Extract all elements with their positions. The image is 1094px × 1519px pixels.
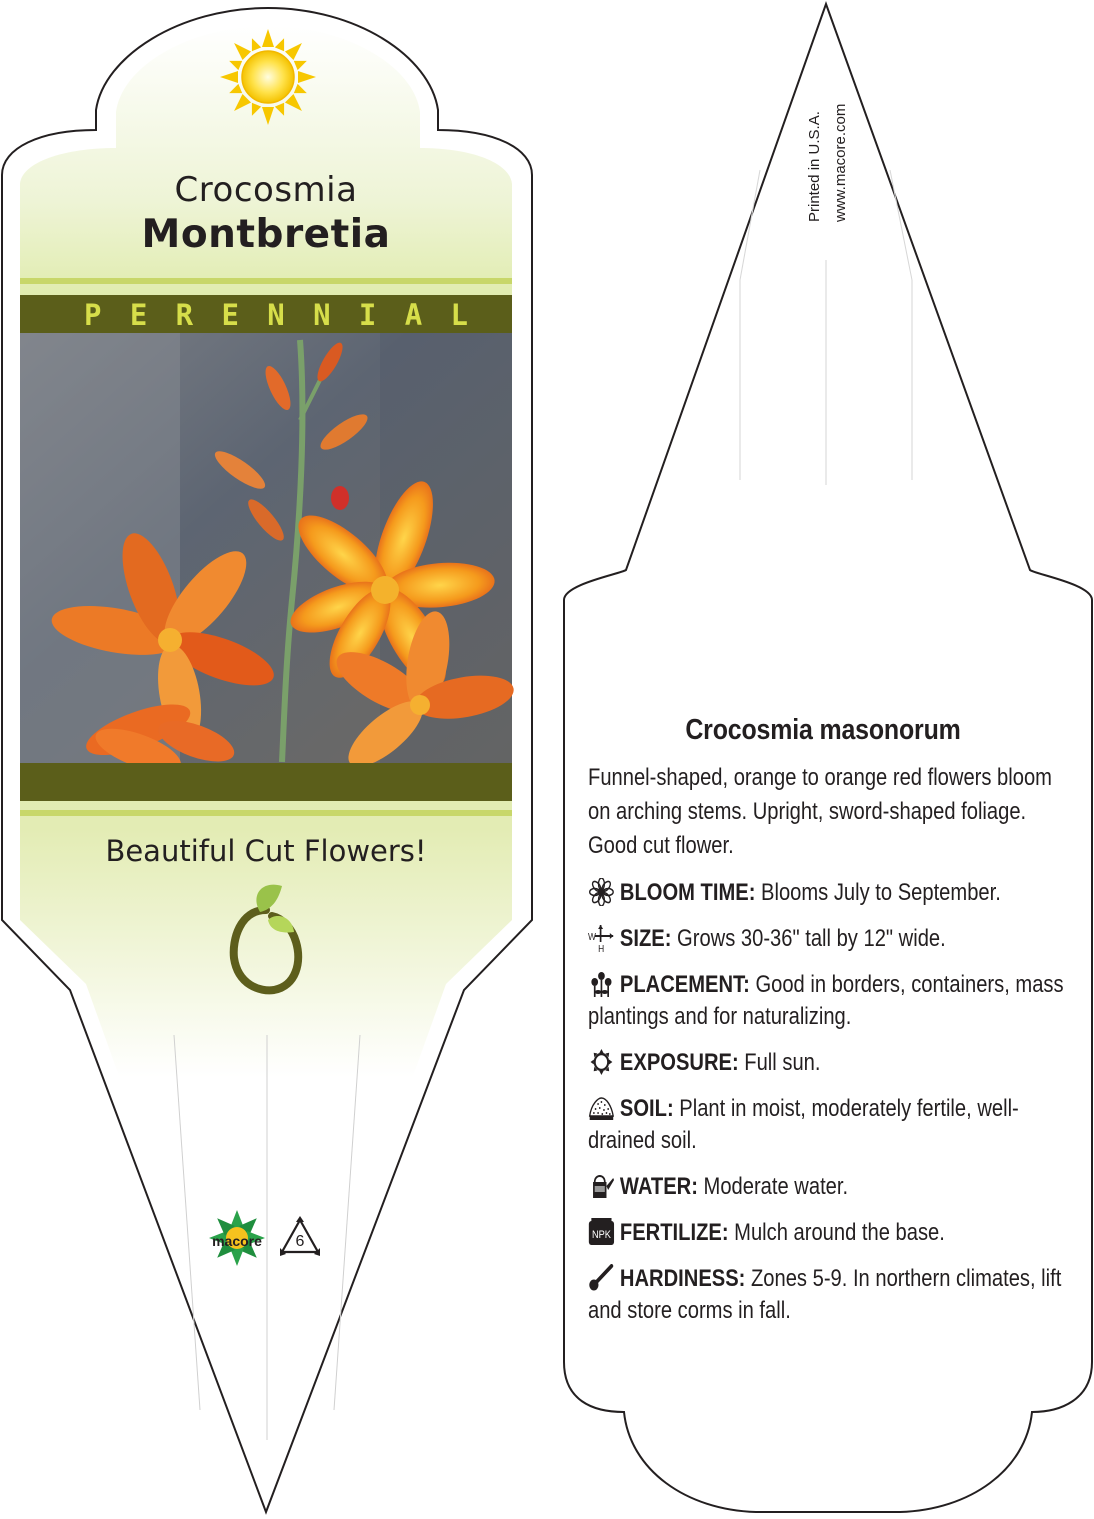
printed-in-text: Printed in U.S.A. (806, 111, 823, 222)
category-letter: A (404, 298, 423, 332)
category-letter: N (267, 298, 285, 332)
tagline: Beautiful Cut Flowers! (105, 834, 427, 868)
common-name: Crocosmia (174, 170, 358, 210)
npk-label: NPK (591, 1229, 611, 1242)
care-text: Good in borders, containers, mass plantings and for naturalizing. (588, 971, 1064, 1030)
care-text: Moderate water. (697, 1173, 849, 1200)
cultivar-name: Montbretia (141, 212, 391, 257)
description: Funnel-shaped, orange to orange red flowers bloom on arching stems. Upright, sword-shaped foliage. Good cut flower. (588, 764, 1052, 859)
care-placement (588, 969, 1079, 1033)
soil-icon (588, 1094, 615, 1122)
care-label: SIZE: (619, 925, 672, 952)
care-fertilize (588, 1217, 1079, 1249)
category-letter: I (358, 298, 377, 332)
care-label: WATER: (619, 1173, 698, 1200)
care-label: FERTILIZE: (619, 1219, 729, 1246)
care-water (588, 1171, 1079, 1203)
care-label: EXPOSURE: (619, 1049, 739, 1076)
care-label: PLACEMENT: (619, 971, 750, 998)
sun-icon (220, 29, 316, 125)
size-icon-h: H (598, 943, 605, 952)
care-text: Mulch around the base. (728, 1219, 945, 1246)
care-exposure (588, 1047, 1079, 1079)
category-letter: E (221, 298, 239, 332)
care-label: BLOOM TIME: (619, 879, 756, 906)
care-text: Blooms July to September. (755, 879, 1001, 906)
category-letter: E (129, 298, 148, 332)
category-letter: N (313, 298, 331, 332)
brand-name: macore (212, 1233, 262, 1249)
flower-photo (20, 333, 517, 781)
sun-outline-icon (588, 1048, 615, 1076)
category-label (20, 297, 512, 333)
lower-band (20, 763, 512, 801)
size-icon-w: W (588, 931, 596, 943)
category-letter: P (84, 298, 102, 332)
care-size (588, 923, 1079, 955)
placement-icon (588, 970, 615, 998)
npk-icon (588, 1218, 615, 1246)
care-text: Zones 5-9. In northern climates, lift and store corms in fall. (588, 1265, 1062, 1324)
care-hardiness (588, 1263, 1079, 1327)
botanical-name: Crocosmia masonorum (685, 714, 961, 746)
watering-can-icon (588, 1172, 615, 1200)
care-label: HARDINESS: (619, 1265, 746, 1292)
lower-rule (20, 810, 512, 816)
care-soil (588, 1093, 1079, 1157)
top-rule (20, 278, 512, 284)
care-bloom-time (588, 877, 1079, 909)
care-text: Plant in moist, moderately fertile, well-drained soil. (588, 1095, 1019, 1154)
care-panel (588, 714, 1078, 1327)
size-icon (588, 924, 615, 952)
care-text: Grows 30-36" tall by 12" wide. (671, 925, 946, 952)
flower-icon (588, 878, 615, 906)
category-letter: R (175, 298, 194, 332)
recycle-code: 6 (295, 1233, 305, 1250)
care-label: SOIL: (619, 1095, 674, 1122)
care-text: Full sun. (738, 1049, 821, 1076)
thermometer-icon (588, 1264, 615, 1292)
website-text: www.macore.com (832, 103, 849, 222)
category-letter: L (450, 298, 468, 332)
